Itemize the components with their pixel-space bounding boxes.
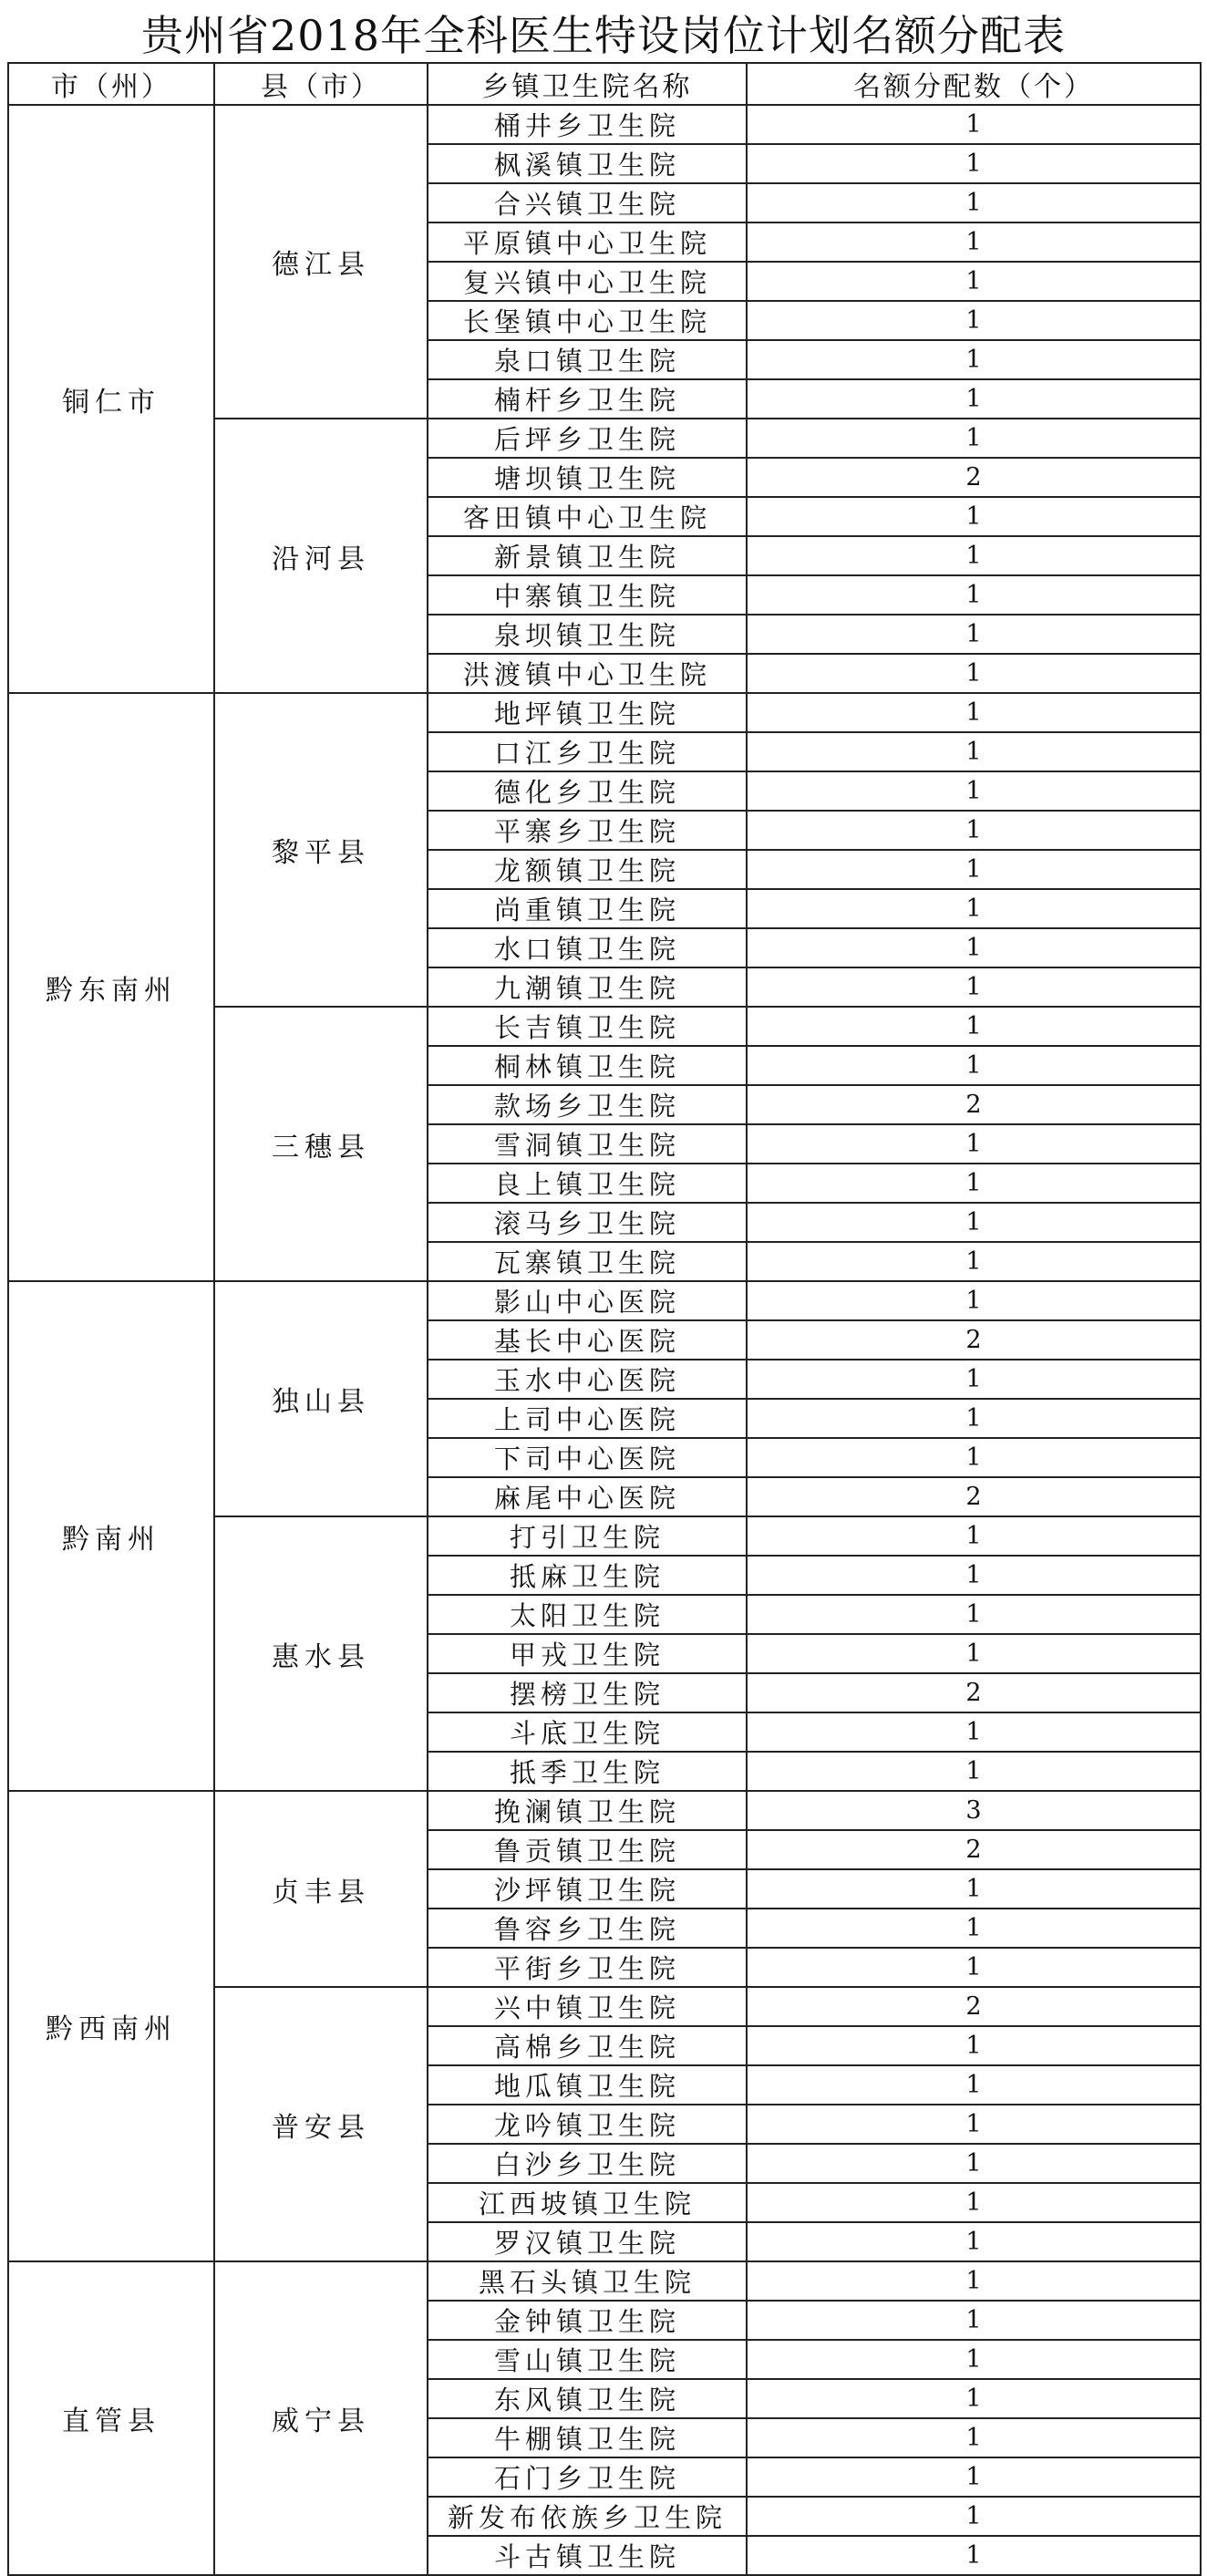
- town-name-cell: 尚重镇卫生院: [428, 889, 747, 928]
- town-name-cell: 兴中镇卫生院: [428, 1987, 747, 2026]
- quota-cell: 1: [747, 575, 1201, 615]
- quota-cell: 1: [747, 2026, 1201, 2065]
- quota-cell: 1: [747, 301, 1201, 340]
- county-cell: 威宁县: [214, 2261, 428, 2575]
- town-name-cell: 新景镇卫生院: [428, 536, 747, 575]
- city-cell: 黔南州: [8, 1281, 214, 1791]
- town-name-cell: 枫溪镇卫生院: [428, 144, 747, 183]
- town-name-cell: 甲戎卫生院: [428, 1634, 747, 1673]
- county-cell: 独山县: [214, 1281, 428, 1516]
- town-name-cell: 水口镇卫生院: [428, 928, 747, 967]
- quota-cell: 1: [747, 2418, 1201, 2457]
- town-name-cell: 合兴镇卫生院: [428, 183, 747, 222]
- town-name-cell: 基长中心医院: [428, 1320, 747, 1360]
- table-row: [8, 1791, 1201, 1830]
- quota-cell: 1: [747, 1556, 1201, 1595]
- quota-cell: 1: [747, 105, 1201, 144]
- table-row: [8, 1281, 1201, 1320]
- quota-cell: 1: [747, 340, 1201, 379]
- quota-cell: 1: [747, 222, 1201, 262]
- quota-cell: 1: [747, 850, 1201, 889]
- quota-cell: 1: [747, 262, 1201, 301]
- town-name-cell: 瓦寨镇卫生院: [428, 1242, 747, 1281]
- town-name-cell: 楠杆乡卫生院: [428, 379, 747, 419]
- table-body: [8, 105, 1201, 2575]
- table-row: [8, 2261, 1201, 2301]
- town-name-cell: 牛棚镇卫生院: [428, 2418, 747, 2457]
- town-name-cell: 下司中心医院: [428, 1438, 747, 1477]
- county-cell: 三穗县: [214, 1007, 428, 1281]
- town-name-cell: 泉坝镇卫生院: [428, 615, 747, 654]
- city-cell: 黔西南州: [8, 1791, 214, 2261]
- quota-cell: 1: [747, 2261, 1201, 2301]
- quota-cell: 1: [747, 2183, 1201, 2222]
- quota-cell: 1: [747, 2105, 1201, 2144]
- town-name-cell: 口江乡卫生院: [428, 732, 747, 771]
- quota-cell: 1: [747, 1595, 1201, 1634]
- quota-cell: 1: [747, 771, 1201, 811]
- town-name-cell: 太阳卫生院: [428, 1595, 747, 1634]
- quota-cell: 1: [747, 536, 1201, 575]
- town-name-cell: 东风镇卫生院: [428, 2379, 747, 2418]
- town-name-cell: 斗古镇卫生院: [428, 2536, 747, 2575]
- county-cell: 德江县: [214, 105, 428, 419]
- town-name-cell: 影山中心医院: [428, 1281, 747, 1320]
- town-name-cell: 复兴镇中心卫生院: [428, 262, 747, 301]
- quota-cell: 1: [747, 1046, 1201, 1085]
- town-name-cell: 抵麻卫生院: [428, 1556, 747, 1595]
- town-name-cell: 塘坝镇卫生院: [428, 458, 747, 497]
- town-name-cell: 长吉镇卫生院: [428, 1007, 747, 1046]
- quota-cell: 1: [747, 379, 1201, 419]
- document-title: 贵州省2018年全科医生特设岗位计划名额分配表: [140, 11, 1067, 60]
- quota-cell: 1: [747, 2497, 1201, 2536]
- quota-cell: 1: [747, 1007, 1201, 1046]
- town-name-cell: 摆榜卫生院: [428, 1673, 747, 1712]
- town-name-cell: 中寨镇卫生院: [428, 575, 747, 615]
- town-name-cell: 龙额镇卫生院: [428, 850, 747, 889]
- town-name-cell: 上司中心医院: [428, 1399, 747, 1438]
- quota-cell: 1: [747, 2065, 1201, 2105]
- quota-cell: 1: [747, 419, 1201, 458]
- quota-cell: 1: [747, 1438, 1201, 1477]
- town-name-cell: 鲁容乡卫生院: [428, 1909, 747, 1948]
- quota-cell: 1: [747, 1869, 1201, 1909]
- town-name-cell: 平寨乡卫生院: [428, 811, 747, 850]
- town-name-cell: 挽澜镇卫生院: [428, 1791, 747, 1830]
- quota-cell: 1: [747, 2301, 1201, 2340]
- town-name-cell: 洪渡镇中心卫生院: [428, 654, 747, 693]
- quota-cell: 1: [747, 1281, 1201, 1320]
- header-city: 市（州）: [8, 63, 214, 105]
- town-name-cell: 金钟镇卫生院: [428, 2301, 747, 2340]
- county-cell: 贞丰县: [214, 1791, 428, 1987]
- town-name-cell: 黑石头镇卫生院: [428, 2261, 747, 2301]
- quota-cell: 1: [747, 1752, 1201, 1791]
- quota-cell: 1: [747, 1909, 1201, 1948]
- town-name-cell: 雪山镇卫生院: [428, 2340, 747, 2379]
- quota-cell: 1: [747, 144, 1201, 183]
- town-name-cell: 德化乡卫生院: [428, 771, 747, 811]
- town-name-cell: 滚马乡卫生院: [428, 1203, 747, 1242]
- quota-cell: 1: [747, 693, 1201, 732]
- quota-cell: 1: [747, 2536, 1201, 2575]
- table-row: [8, 105, 1201, 144]
- town-name-cell: 客田镇中心卫生院: [428, 497, 747, 536]
- quota-cell: 1: [747, 967, 1201, 1007]
- quota-allocation-table: [7, 62, 1202, 2576]
- town-name-cell: 麻尾中心医院: [428, 1477, 747, 1516]
- quota-cell: 1: [747, 1712, 1201, 1752]
- town-name-cell: 新发布依族乡卫生院: [428, 2497, 747, 2536]
- town-name-cell: 白沙乡卫生院: [428, 2144, 747, 2183]
- table-header: [8, 63, 1201, 105]
- county-cell: 沿河县: [214, 419, 428, 693]
- town-name-cell: 地瓜镇卫生院: [428, 2065, 747, 2105]
- town-name-cell: 九潮镇卫生院: [428, 967, 747, 1007]
- quota-cell: 1: [747, 2457, 1201, 2497]
- quota-cell: 1: [747, 1399, 1201, 1438]
- quota-cell: 1: [747, 1124, 1201, 1164]
- quota-cell: 1: [747, 1242, 1201, 1281]
- town-name-cell: 鲁贡镇卫生院: [428, 1830, 747, 1869]
- county-cell: 普安县: [214, 1987, 428, 2261]
- town-name-cell: 石门乡卫生院: [428, 2457, 747, 2497]
- quota-cell: 1: [747, 654, 1201, 693]
- quota-cell: 2: [747, 1477, 1201, 1516]
- quota-cell: 1: [747, 732, 1201, 771]
- table-row: [8, 693, 1201, 732]
- town-name-cell: 斗底卫生院: [428, 1712, 747, 1752]
- quota-cell: 1: [747, 2144, 1201, 2183]
- town-name-cell: 地坪镇卫生院: [428, 693, 747, 732]
- quota-cell: 1: [747, 183, 1201, 222]
- city-cell: 黔东南州: [8, 693, 214, 1281]
- header-quota: 名额分配数（个）: [747, 63, 1201, 105]
- city-cell: 直管县: [8, 2261, 214, 2575]
- town-name-cell: 良上镇卫生院: [428, 1164, 747, 1203]
- town-name-cell: 雪洞镇卫生院: [428, 1124, 747, 1164]
- town-name-cell: 泉口镇卫生院: [428, 340, 747, 379]
- town-name-cell: 打引卫生院: [428, 1516, 747, 1556]
- town-name-cell: 高棉乡卫生院: [428, 2026, 747, 2065]
- town-name-cell: 长堡镇中心卫生院: [428, 301, 747, 340]
- quota-cell: 1: [747, 811, 1201, 850]
- quota-cell: 1: [747, 889, 1201, 928]
- town-name-cell: 龙吟镇卫生院: [428, 2105, 747, 2144]
- city-cell: 铜仁市: [8, 105, 214, 693]
- quota-cell: 1: [747, 2222, 1201, 2261]
- town-name-cell: 罗汉镇卫生院: [428, 2222, 747, 2261]
- quota-cell: 2: [747, 1673, 1201, 1712]
- town-name-cell: 桶井乡卫生院: [428, 105, 747, 144]
- quota-cell: 1: [747, 497, 1201, 536]
- town-name-cell: 抵季卫生院: [428, 1752, 747, 1791]
- town-name-cell: 沙坪镇卫生院: [428, 1869, 747, 1909]
- quota-cell: 1: [747, 2340, 1201, 2379]
- county-cell: 黎平县: [214, 693, 428, 1007]
- quota-cell: 3: [747, 1791, 1201, 1830]
- header-town: 乡镇卫生院名称: [428, 63, 747, 105]
- quota-cell: 1: [747, 2379, 1201, 2418]
- quota-cell: 2: [747, 458, 1201, 497]
- town-name-cell: 平原镇中心卫生院: [428, 222, 747, 262]
- quota-cell: 1: [747, 1516, 1201, 1556]
- town-name-cell: 玉水中心医院: [428, 1360, 747, 1399]
- quota-cell: 1: [747, 1634, 1201, 1673]
- quota-cell: 2: [747, 1085, 1201, 1124]
- quota-cell: 1: [747, 615, 1201, 654]
- quota-cell: 1: [747, 1203, 1201, 1242]
- quota-cell: 2: [747, 1987, 1201, 2026]
- quota-cell: 1: [747, 1360, 1201, 1399]
- town-name-cell: 江西坡镇卫生院: [428, 2183, 747, 2222]
- quota-cell: 1: [747, 1948, 1201, 1987]
- quota-cell: 2: [747, 1320, 1201, 1360]
- town-name-cell: 桐林镇卫生院: [428, 1046, 747, 1085]
- quota-cell: 2: [747, 1830, 1201, 1869]
- quota-cell: 1: [747, 1164, 1201, 1203]
- county-cell: 惠水县: [214, 1516, 428, 1791]
- town-name-cell: 平街乡卫生院: [428, 1948, 747, 1987]
- header-county: 县（市）: [214, 63, 428, 105]
- town-name-cell: 款场乡卫生院: [428, 1085, 747, 1124]
- header-row: [8, 63, 1201, 105]
- town-name-cell: 后坪乡卫生院: [428, 419, 747, 458]
- quota-cell: 1: [747, 928, 1201, 967]
